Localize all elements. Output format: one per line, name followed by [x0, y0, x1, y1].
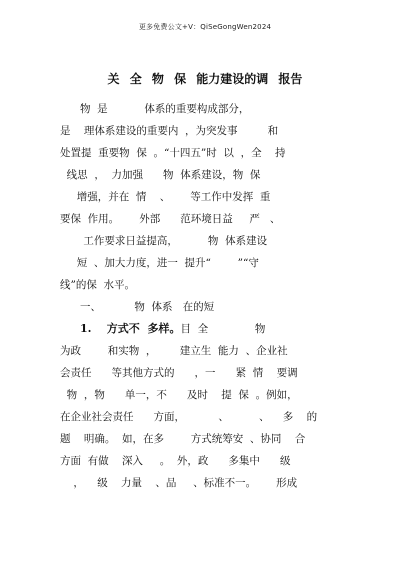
subsection-heading-line — [60, 318, 360, 340]
paragraph-line: 为政 和实物 ， 建立生 能力 、企业社 — [60, 345, 288, 357]
paragraph-line: 物 ，物 单一，不 及时 提 保 。例如， — [60, 389, 298, 401]
document-title: 关 全 物 保 能力建设的调 报告 — [107, 72, 303, 86]
paragraph-line: 线”的保 水平。 — [60, 279, 136, 291]
subsection-heading: 1. 方式不 多样。 — [80, 322, 181, 335]
paragraph-line: 处置提 重要物 保 。“十四五”时 以 ，全 持 — [60, 147, 286, 159]
paragraph-line: 在企业社会责任 方面， 、 、 多 的 — [60, 411, 318, 423]
section-heading: 一、 物 体系 在的短 — [80, 301, 215, 313]
paragraph-line: 是 理体系建设的重要内 ，为突发事 和 — [60, 125, 279, 137]
paragraph-line: 题 明确。 如，在多 方式统筹安 、协同 合 — [60, 433, 306, 445]
header-note: 更多免费公文+V：QiSeGongWen2024 — [138, 23, 272, 31]
paragraph-line: 短 、加大力度，进一 提升“ ”“守 — [60, 257, 259, 269]
paragraph-line: 会责任 等其他方式的 ，一 紧 情 要调 — [60, 367, 298, 379]
paragraph-line: ， 级 力量 、品 、标准不一。 形成 — [60, 477, 298, 489]
paragraph-line: 方面 有做 深入 。 外，政 多集中 级 — [60, 455, 291, 467]
document-body — [60, 98, 360, 494]
subsection-heading-rest: 目 全 物 — [180, 323, 266, 335]
paragraph-line: 要保 作用。 外部 范环境日益 严 、 — [60, 213, 281, 225]
paragraph-line: 增强，并在 情 、 等工作中发挥 重 — [60, 191, 271, 203]
paragraph-line: 物 是 体系的重要构成部分， — [80, 103, 250, 115]
paragraph-line: 线思 ， 力加强 物 体系建设，物 保 — [60, 169, 261, 181]
paragraph-line: 工作要求日益提高， 物 体系建设 — [60, 235, 268, 247]
